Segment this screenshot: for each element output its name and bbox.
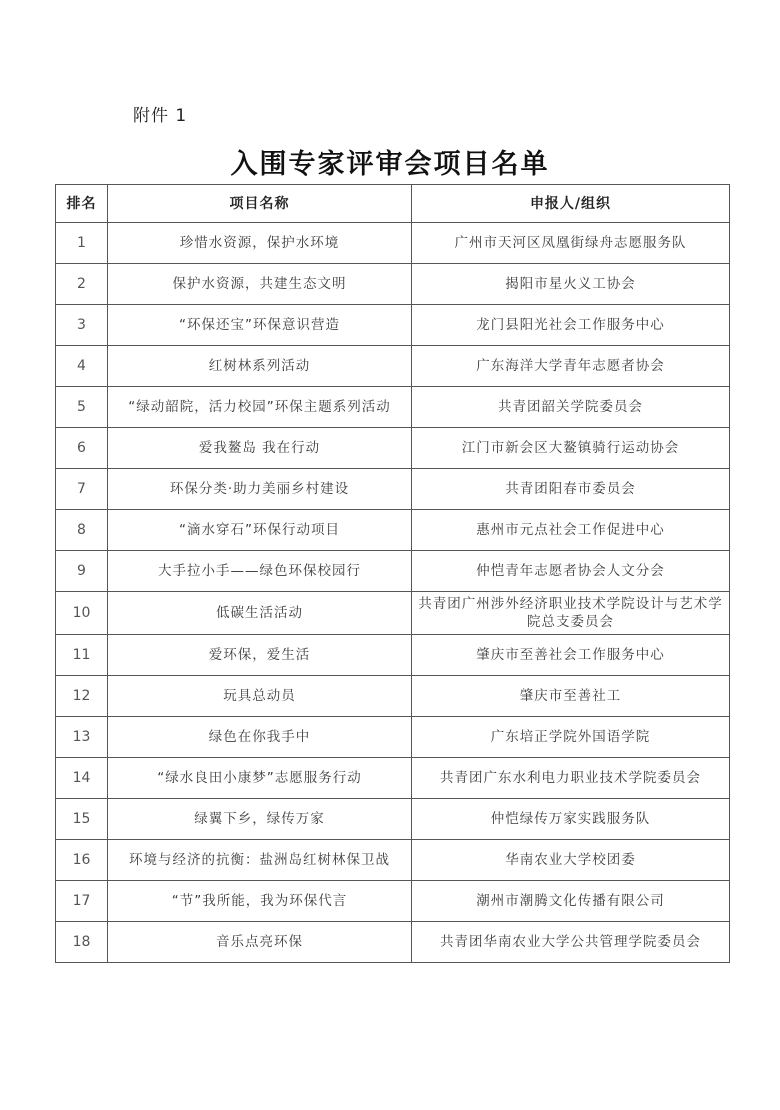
applicant-cell: 共青团华南农业大学公共管理学院委员会 xyxy=(412,922,730,963)
applicant-cell: 广东培正学院外国语学院 xyxy=(412,717,730,758)
applicant-cell: 龙门县阳光社会工作服务中心 xyxy=(412,305,730,346)
header-applicant: 申报人/组织 xyxy=(412,185,730,223)
table-row xyxy=(56,758,730,799)
project-name-cell: “绿动韶院，活力校园”环保主题系列活动 xyxy=(108,387,412,428)
project-name-cell: 环保分类·助力美丽乡村建设 xyxy=(108,469,412,510)
applicant-cell: 广州市天河区凤凰街绿舟志愿服务队 xyxy=(412,223,730,264)
applicant-cell: 潮州市潮腾文化传播有限公司 xyxy=(412,881,730,922)
table-row xyxy=(56,510,730,551)
applicant-cell: 华南农业大学校团委 xyxy=(412,840,730,881)
rank-cell: 3 xyxy=(56,305,108,346)
rank-cell: 9 xyxy=(56,551,108,592)
table-row xyxy=(56,551,730,592)
applicant-cell: 仲恺绿传万家实践服务队 xyxy=(412,799,730,840)
applicant-cell: 共青团广东水利电力职业技术学院委员会 xyxy=(412,758,730,799)
rank-cell: 6 xyxy=(56,428,108,469)
project-name-cell: 红树林系列活动 xyxy=(108,346,412,387)
table-row xyxy=(56,305,730,346)
applicant-cell: 仲恺青年志愿者协会人文分会 xyxy=(412,551,730,592)
project-table xyxy=(55,184,730,963)
project-name-cell: “绿水良田小康梦”志愿服务行动 xyxy=(108,758,412,799)
table-row xyxy=(56,387,730,428)
project-name-cell: 珍惜水资源，保护水环境 xyxy=(108,223,412,264)
rank-cell: 7 xyxy=(56,469,108,510)
applicant-cell: 揭阳市星火义工协会 xyxy=(412,264,730,305)
table-row xyxy=(56,881,730,922)
table-row xyxy=(56,635,730,676)
project-name-cell: 低碳生活活动 xyxy=(108,592,412,635)
document-title: 入围专家评审会项目名单 xyxy=(230,149,550,180)
project-name-cell: 玩具总动员 xyxy=(108,676,412,717)
table-row xyxy=(56,469,730,510)
rank-cell: 13 xyxy=(56,717,108,758)
applicant-cell: 共青团韶关学院委员会 xyxy=(412,387,730,428)
table-row xyxy=(56,428,730,469)
project-name-cell: “节”我所能，我为环保代言 xyxy=(108,881,412,922)
header-project-name: 项目名称 xyxy=(108,185,412,223)
rank-cell: 8 xyxy=(56,510,108,551)
project-name-cell: 爱我鳌岛 我在行动 xyxy=(108,428,412,469)
table-header-row xyxy=(56,185,730,223)
table-row xyxy=(56,346,730,387)
project-name-cell: 绿翼下乡，绿传万家 xyxy=(108,799,412,840)
applicant-cell: 共青团阳春市委员会 xyxy=(412,469,730,510)
rank-cell: 15 xyxy=(56,799,108,840)
project-name-cell: 爱环保，爱生活 xyxy=(108,635,412,676)
applicant-cell: 江门市新会区大鳌镇骑行运动协会 xyxy=(412,428,730,469)
rank-cell: 1 xyxy=(56,223,108,264)
applicant-cell: 共青团广州涉外经济职业技术学院设计与艺术学院总支委员会 xyxy=(412,592,730,635)
rank-cell: 16 xyxy=(56,840,108,881)
project-name-cell: 大手拉小手——绿色环保校园行 xyxy=(108,551,412,592)
header-rank: 排名 xyxy=(56,185,108,223)
table-row xyxy=(56,676,730,717)
project-name-cell: 绿色在你我手中 xyxy=(108,717,412,758)
applicant-cell: 肇庆市至善社会工作服务中心 xyxy=(412,635,730,676)
rank-cell: 12 xyxy=(56,676,108,717)
table-row xyxy=(56,799,730,840)
table-row xyxy=(56,922,730,963)
rank-cell: 10 xyxy=(56,592,108,635)
project-name-cell: “滴水穿石”环保行动项目 xyxy=(108,510,412,551)
project-name-cell: 保护水资源，共建生态文明 xyxy=(108,264,412,305)
table-row xyxy=(56,840,730,881)
rank-cell: 17 xyxy=(56,881,108,922)
rank-cell: 14 xyxy=(56,758,108,799)
applicant-cell: 广东海洋大学青年志愿者协会 xyxy=(412,346,730,387)
project-name-cell: 环境与经济的抗衡：盐洲岛红树林保卫战 xyxy=(108,840,412,881)
table-row xyxy=(56,717,730,758)
rank-cell: 18 xyxy=(56,922,108,963)
rank-cell: 4 xyxy=(56,346,108,387)
rank-cell: 5 xyxy=(56,387,108,428)
rank-cell: 11 xyxy=(56,635,108,676)
attachment-label: 附件 1 xyxy=(133,106,188,126)
applicant-cell: 惠州市元点社会工作促进中心 xyxy=(412,510,730,551)
table-row xyxy=(56,264,730,305)
table-row xyxy=(56,223,730,264)
rank-cell: 2 xyxy=(56,264,108,305)
project-name-cell: “环保还宝”环保意识营造 xyxy=(108,305,412,346)
applicant-cell: 肇庆市至善社工 xyxy=(412,676,730,717)
table-row xyxy=(56,592,730,635)
project-name-cell: 音乐点亮环保 xyxy=(108,922,412,963)
